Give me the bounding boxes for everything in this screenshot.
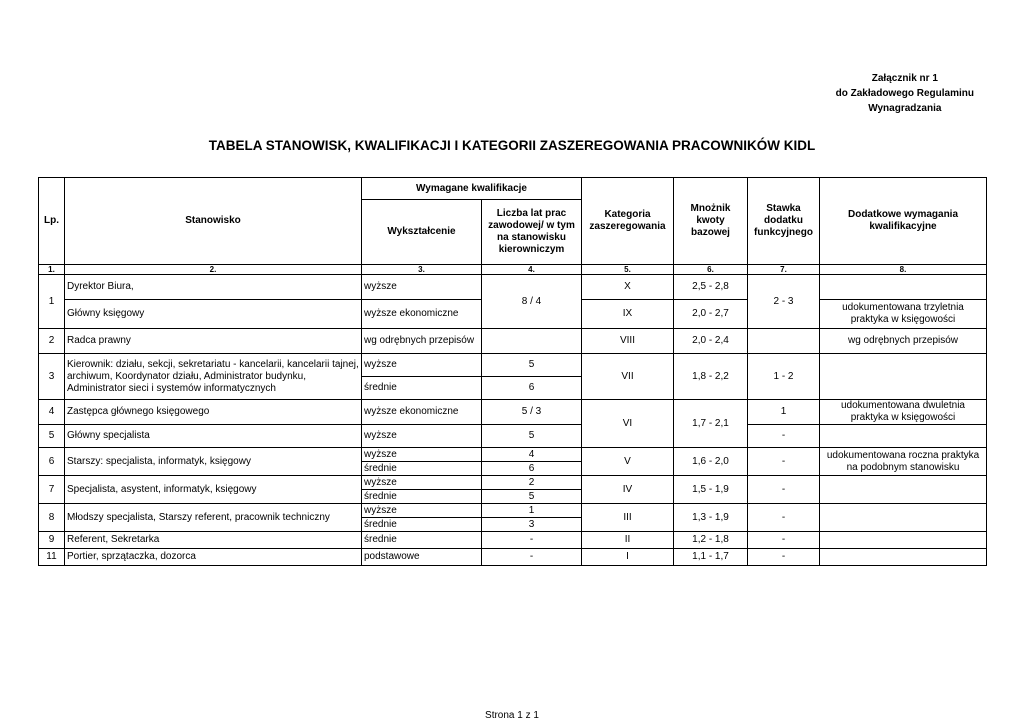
lp-cell: 11 — [39, 549, 65, 566]
extra-cell: udokumentowana roczna praktyka na podobnym stanowisku — [820, 448, 987, 476]
rate-cell: - — [748, 476, 820, 504]
position-cell: Główny księgowy — [65, 300, 362, 329]
multiplier-cell: 2,0 - 2,4 — [674, 329, 748, 354]
education-cell: wyższe ekonomiczne — [362, 300, 482, 329]
table-row — [39, 532, 987, 549]
position-cell: Radca prawny — [65, 329, 362, 354]
education-cell: wyższe — [362, 448, 482, 462]
years-cell: 6 — [482, 377, 582, 400]
years-cell: - — [482, 532, 582, 549]
rate-cell: - — [748, 549, 820, 566]
table-row — [39, 549, 987, 566]
multiplier-cell: 2,5 - 2,8 — [674, 275, 748, 300]
column-number: 5. — [582, 265, 674, 275]
education-cell: podstawowe — [362, 549, 482, 566]
education-cell: wyższe — [362, 275, 482, 300]
lp-cell: 7 — [39, 476, 65, 504]
extra-cell — [820, 504, 987, 532]
education-cell: wg odrębnych przepisów — [362, 329, 482, 354]
extra-cell: udokumentowana trzyletnia praktyka w księgowości — [820, 300, 987, 329]
years-cell: 5 / 3 — [482, 400, 582, 425]
category-cell: V — [582, 448, 674, 476]
education-cell: wyższe ekonomiczne — [362, 400, 482, 425]
position-cell: Kierownik: działu, sekcji, sekretariatu - kancelarii, kancelarii tajnej, archiwum, Koordynator działu, Administrator budynku, Administrator sieci i systemów informatycznych — [65, 354, 362, 400]
education-cell: wyższe — [362, 476, 482, 490]
years-cell — [482, 329, 582, 354]
education-cell: wyższe — [362, 354, 482, 377]
column-number: 8. — [820, 265, 987, 275]
extra-cell — [820, 549, 987, 566]
extra-cell: wg odrębnych przepisów — [820, 329, 987, 354]
multiplier-cell: 1,1 - 1,7 — [674, 549, 748, 566]
table-row — [39, 354, 987, 377]
lp-cell: 2 — [39, 329, 65, 354]
education-cell: średnie — [362, 518, 482, 532]
extra-cell — [820, 476, 987, 504]
position-cell: Referent, Sekretarka — [65, 532, 362, 549]
rate-cell: 1 — [748, 400, 820, 425]
category-cell: IX — [582, 300, 674, 329]
category-cell: X — [582, 275, 674, 300]
position-cell: Zastępca głównego księgowego — [65, 400, 362, 425]
category-cell: VI — [582, 400, 674, 448]
lp-cell: 5 — [39, 425, 65, 448]
rate-cell: - — [748, 532, 820, 549]
column-number: 7. — [748, 265, 820, 275]
position-cell: Starszy: specjalista, informatyk, księgowy — [65, 448, 362, 476]
years-cell: 5 — [482, 354, 582, 377]
column-number: 3. — [362, 265, 482, 275]
extra-cell — [820, 532, 987, 549]
extra-cell: udokumentowana dwuletnia praktyka w księgowości — [820, 400, 987, 425]
position-cell: Specjalista, asystent, informatyk, księgowy — [65, 476, 362, 504]
multiplier-cell: 1,3 - 1,9 — [674, 504, 748, 532]
header-wymagane-kwalifikacje: Wymagane kwalifikacje — [362, 178, 582, 200]
positions-table — [38, 177, 987, 566]
column-number: 2. — [65, 265, 362, 275]
position-cell: Portier, sprzątaczka, dozorca — [65, 549, 362, 566]
category-cell: II — [582, 532, 674, 549]
education-cell: średnie — [362, 462, 482, 476]
position-cell: Młodszy specjalista, Starszy referent, pracownik techniczny — [65, 504, 362, 532]
header-kategoria: Kategoria zaszeregowania — [582, 178, 674, 265]
rate-cell: - — [748, 425, 820, 448]
rate-cell: 2 - 3 — [748, 275, 820, 329]
years-cell: - — [482, 549, 582, 566]
document-title: TABELA STANOWISK, KWALIFIKACJI I KATEGORII ZASZEREGOWANIA PRACOWNIKÓW KIDL — [208, 138, 816, 153]
extra-cell — [820, 354, 987, 400]
table-row — [39, 448, 987, 462]
years-cell: 8 / 4 — [482, 275, 582, 329]
multiplier-cell: 1,7 - 2,1 — [674, 400, 748, 448]
years-cell: 6 — [482, 462, 582, 476]
table-row — [39, 504, 987, 518]
category-cell: VIII — [582, 329, 674, 354]
annex-line-1: Załącznik nr 1 — [871, 73, 938, 84]
table-row — [39, 400, 987, 425]
rate-cell: 1 - 2 — [748, 354, 820, 400]
table-row — [39, 329, 987, 354]
years-cell: 4 — [482, 448, 582, 462]
header-wyksztalcenie: Wykształcenie — [362, 200, 482, 265]
header-mnoznik: Mnożnik kwoty bazowej — [674, 178, 748, 265]
education-cell: średnie — [362, 377, 482, 400]
multiplier-cell: 1,8 - 2,2 — [674, 354, 748, 400]
column-number: 4. — [482, 265, 582, 275]
years-cell: 5 — [482, 425, 582, 448]
lp-cell: 4 — [39, 400, 65, 425]
rate-cell: - — [748, 504, 820, 532]
position-cell: Dyrektor Biura, — [65, 275, 362, 300]
category-cell: IV — [582, 476, 674, 504]
lp-cell: 6 — [39, 448, 65, 476]
lp-cell: 1 — [39, 275, 65, 329]
education-cell: wyższe — [362, 425, 482, 448]
annex-line-2: do Zakładowego Regulaminu — [835, 88, 974, 99]
years-cell: 2 — [482, 476, 582, 490]
table-row — [39, 425, 987, 448]
rate-cell: - — [748, 448, 820, 476]
years-cell: 5 — [482, 490, 582, 504]
extra-cell — [820, 275, 987, 300]
multiplier-cell: 2,0 - 2,7 — [674, 300, 748, 329]
header-stanowisko: Stanowisko — [65, 178, 362, 265]
lp-cell: 8 — [39, 504, 65, 532]
education-cell: średnie — [362, 532, 482, 549]
lp-cell: 9 — [39, 532, 65, 549]
years-cell: 3 — [482, 518, 582, 532]
category-cell: VII — [582, 354, 674, 400]
column-number: 1. — [39, 265, 65, 275]
annex-header — [836, 71, 974, 116]
multiplier-cell: 1,6 - 2,0 — [674, 448, 748, 476]
years-cell: 1 — [482, 504, 582, 518]
column-number: 6. — [674, 265, 748, 275]
table-row — [39, 275, 987, 300]
rate-cell — [748, 329, 820, 354]
extra-cell — [820, 425, 987, 448]
header-stawka: Stawka dodatku funkcyjnego — [748, 178, 820, 265]
lp-cell: 3 — [39, 354, 65, 400]
page-footer: Strona 1 z 1 — [485, 710, 539, 721]
table-row — [39, 476, 987, 490]
header-liczba-lat: Liczba lat prac zawodowej/ w tym na stanowisku kierowniczym — [482, 200, 582, 265]
header-dodatkowe-wymagania: Dodatkowe wymagania kwalifikacyjne — [820, 178, 987, 265]
education-cell: wyższe — [362, 504, 482, 518]
header-lp: Lp. — [39, 178, 65, 265]
category-cell: I — [582, 549, 674, 566]
category-cell: III — [582, 504, 674, 532]
multiplier-cell: 1,2 - 1,8 — [674, 532, 748, 549]
position-cell: Główny specjalista — [65, 425, 362, 448]
education-cell: średnie — [362, 490, 482, 504]
annex-line-3: Wynagradzania — [868, 103, 942, 114]
multiplier-cell: 1,5 - 1,9 — [674, 476, 748, 504]
